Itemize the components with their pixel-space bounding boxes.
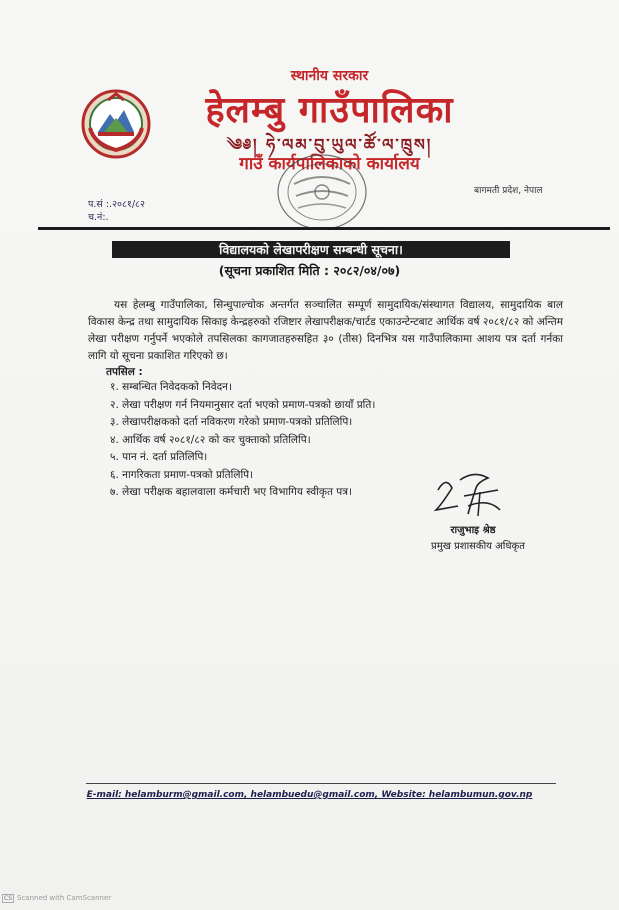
list-item: ७. लेखा परीक्षक बहालवाला कर्मचारी भए विभागिय स्वीकृत पत्र।: [110, 486, 353, 498]
list-item: २. लेखा परीक्षण गर्न नियमानुसार दर्ता भएको प्रमाण-पत्रको छायाँ प्रति।: [110, 398, 376, 411]
signer-name: राजुभाइ श्रेष्ठ: [450, 525, 496, 536]
notice-body: यस हेलम्बु गाउँपालिका, सिन्धुपाल्चोक अन्तर्गत सञ्चालित सम्पूर्ण सामुदायिक/संस्थागत विद्यालय, सामुदायिक बाल विकास केन्द्र तथा सामुदायिक सिकाइ केन्द्रहरुको रजिष्टार लेखापरीक्षक/चार्टड एकाउन्टेन्टबाट आर्थिक वर्ष २०८१/८२ को अन्तिम लेखा परीक्षण गर्नुपर्ने भएकोले तपसिलका कागजातहरुसहित ३० (तीस) दिनभित्र यस गाउँपालिकामा आशय पत्र दर्ता गर्नका लागि यो सूचना प्रकाशित गरिएको छ।: [88, 299, 563, 362]
camscanner-icon: CS: [4, 895, 12, 902]
office-name: गाउँ कार्यपालिकाको कार्यालय: [239, 154, 420, 174]
municipality-name-tibetan: ༄༅། ཧེ་ལམ་བུ་ཡུལ་ཚོ་ལ་ཁྲུས།: [226, 135, 433, 154]
dispatch-number: च.नं:.: [88, 212, 109, 223]
office-stamp-icon: [272, 150, 372, 235]
province-label: बागमती प्रदेश, नेपाल: [474, 186, 543, 196]
reference-number: प.सं :.२०८१/८२: [88, 199, 145, 210]
footer-divider: [86, 783, 556, 784]
scanner-watermark: [2, 894, 111, 903]
list-item: १. सम्बन्धित निवेदकको निवेदन।: [110, 381, 232, 393]
notice-title: विद्यालयको लेखापरीक्षण सम्बन्धी सूचना।: [112, 241, 510, 258]
municipality-name: हेलम्बु गाउँपालिका: [205, 89, 454, 131]
signature-icon: [428, 470, 518, 522]
list-item: ४. आर्थिक वर्ष २०८१/८२ को कर चुक्ताको प्रतिलिपि।: [110, 433, 311, 446]
header-divider: [38, 227, 610, 230]
details-label: तपसिल :: [106, 366, 143, 378]
scanner-watermark-text: Scanned with CamScanner: [17, 894, 112, 902]
contact-footer: E-mail: helamburm@gmail.com, helambuedu@gmail.com, Website: helambumun.gov.np: [86, 790, 533, 800]
published-date: (सूचना प्रकाशित मिति : २०८२/०४/०७): [218, 263, 401, 278]
government-label: स्थानीय सरकार: [290, 68, 369, 84]
list-item: ३. लेखापरीक्षकको दर्ता नविकरण गरेको प्रमाण-पत्रको प्रतिलिपि।: [110, 416, 353, 428]
document-list: [110, 379, 375, 502]
signer-title: प्रमुख प्रशासकीय अधिकृत: [431, 541, 525, 552]
list-item: ५. पान नं. दर्ता प्रतिलिपि।: [110, 451, 208, 463]
list-item: ६. नागरिकता प्रमाण-पत्रको प्रतिलिपि।: [110, 468, 254, 481]
